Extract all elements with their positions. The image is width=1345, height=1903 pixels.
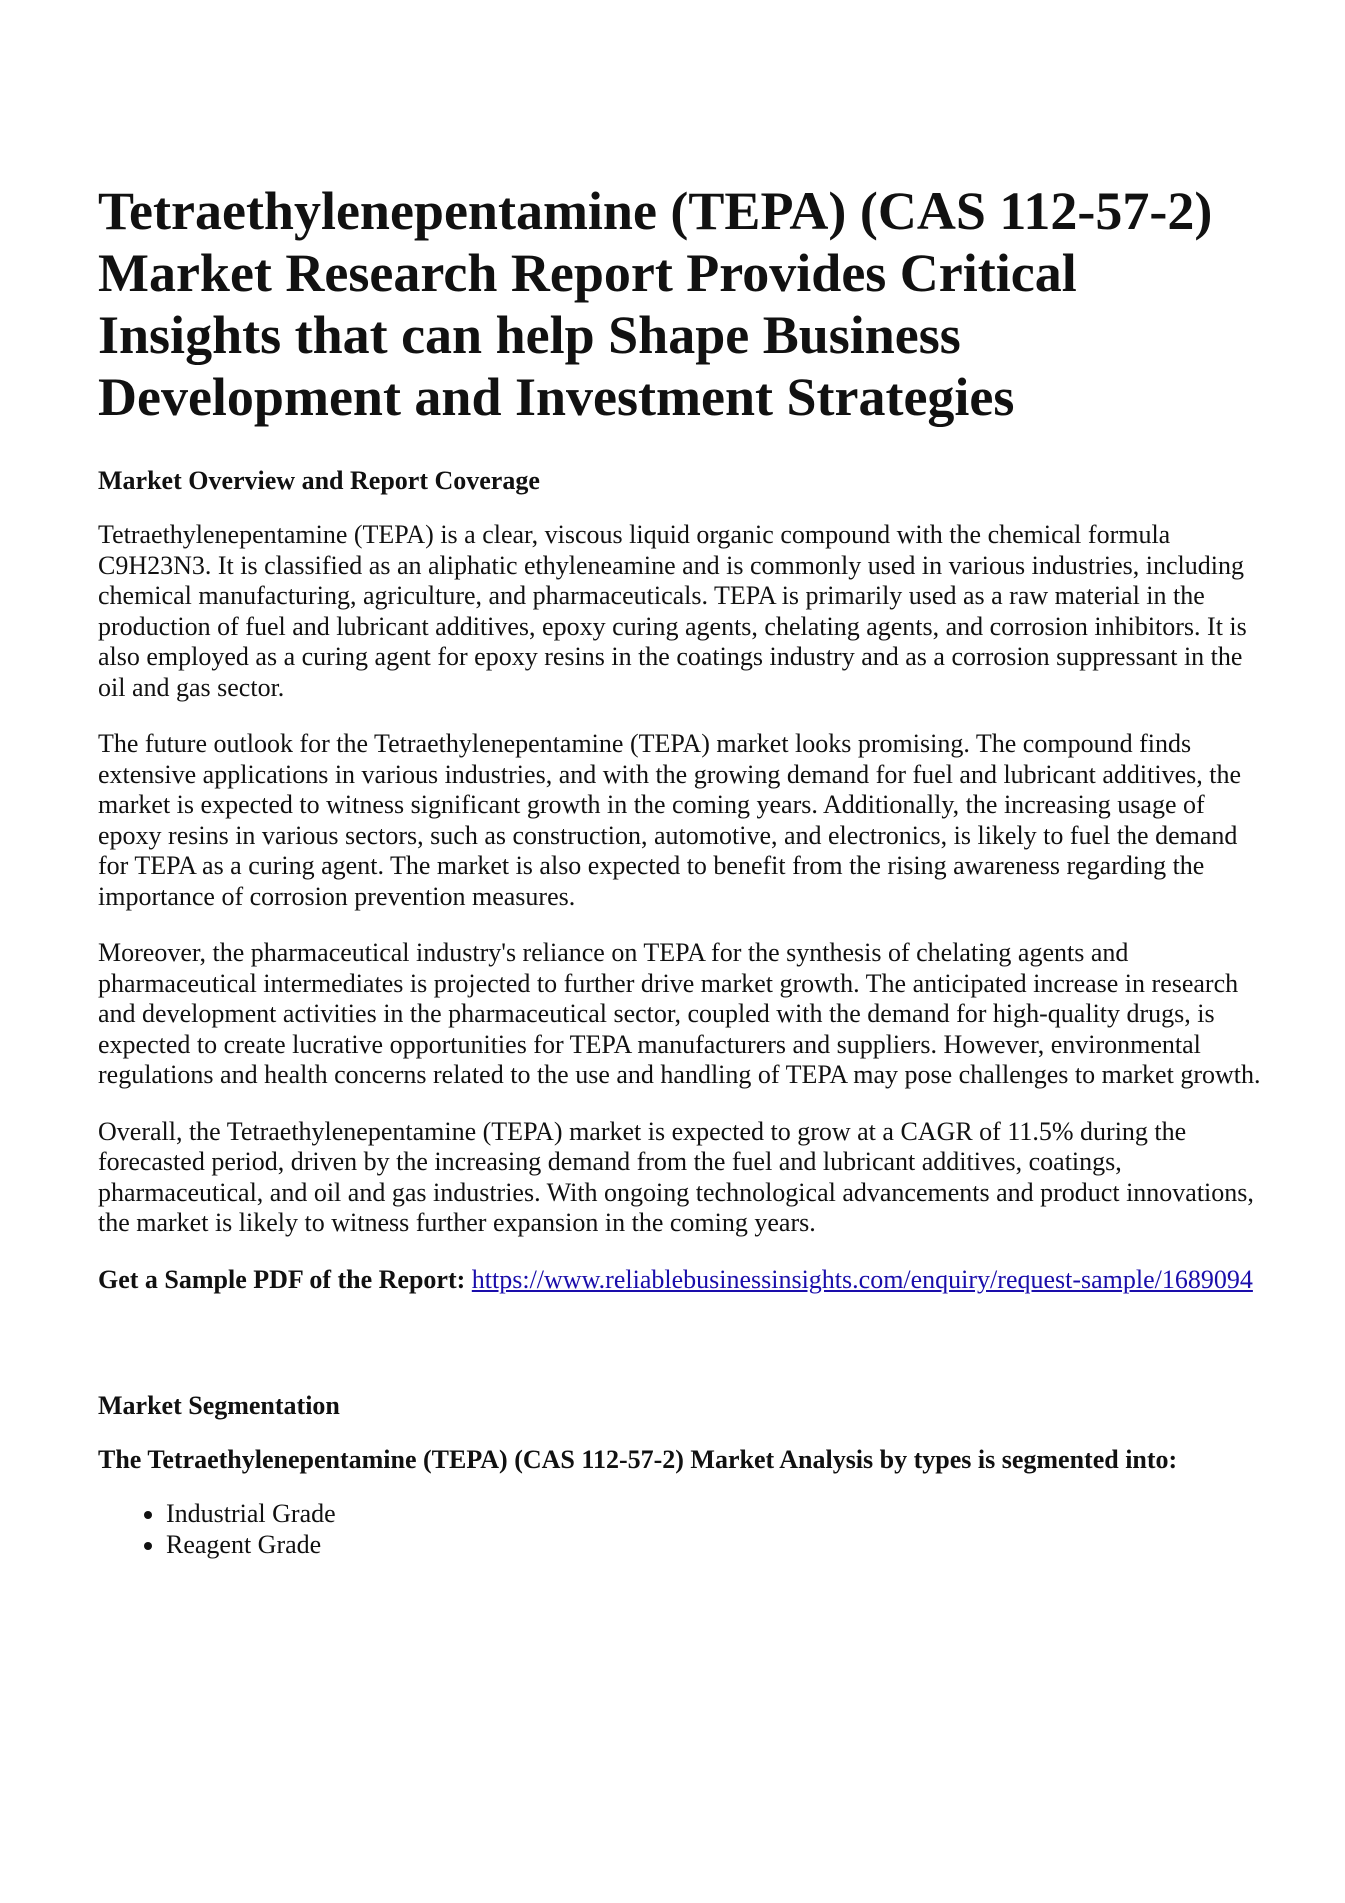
sample-pdf-line [98,1265,1268,1296]
overview-paragraph-2: The future outlook for the Tetraethylenepentamine (TEPA) market looks promising. The compound finds extensive applications in various industries, and with the growing demand for fuel and lubricant additives, the market is expected to witness significant growth in the coming years. Additionally, the increasing usage of epoxy resins in various sectors, such as construction, automotive, and electronics, is likely to fuel the demand for TEPA as a curing agent. The market is also expected to benefit from the rising awareness regarding the importance of corrosion prevention measures. [98,729,1241,911]
list-item: • Reagent Grade [166,1530,1268,1561]
sample-pdf-label: Get a Sample PDF of the Report: [98,1264,466,1294]
types-heading: The Tetraethylenepentamine (TEPA) (CAS 112-57-2) Market Analysis by types is segmented into: [98,1445,1178,1474]
segmentation-heading: Market Segmentation [98,1391,340,1420]
sample-pdf-link[interactable]: https://www.reliablebusinessinsights.com/enquiry/request-sample/1689094 [471,1264,1253,1294]
overview-heading: Market Overview and Report Coverage [98,466,540,495]
overview-paragraph-1: Tetraethylenepentamine (TEPA) is a clear, viscous liquid organic compound with the chemical formula C9H23N3. It is classified as an aliphatic ethyleneamine and is commonly used in various industries, including chemical manufacturing, agriculture, and pharmaceuticals. TEPA is primarily used as a raw material in the production of fuel and lubricant additives, epoxy curing agents, chelating agents, and corrosion inhibitors. It is also employed as a curing agent for epoxy resins in the coatings industry and as a corrosion suppressant in the oil and gas sector. [98,520,1247,702]
list-item: • Industrial Grade [166,1499,1268,1530]
document-page [98,180,1268,1560]
overview-paragraph-4: Overall, the Tetraethylenepentamine (TEPA) market is expected to grow at a CAGR of 11.5% during the forecasted period, driven by the increasing demand from the fuel and lubricant additives, coatings, pharmaceutical, and oil and gas industries. With ongoing technological advancements and product innovations, the market is likely to witness further expansion in the coming years. [98,1116,1254,1237]
overview-paragraph-3: Moreover, the pharmaceutical industry's reliance on TEPA for the synthesis of chelating agents and pharmaceutical intermediates is projected to further drive market growth. The anticipated increase in research and development activities in the pharmaceutical sector, coupled with the demand for high-quality drugs, is expected to create lucrative opportunities for TEPA manufacturers and suppliers. However, environmental regulations and health concerns related to the use and handling of TEPA may pose challenges to market growth. [98,938,1261,1089]
page-title: Tetraethylenepentamine (TEPA) (CAS 112-57-2) Market Research Report Provides Critical Insights that can help Shape Business Development and Investment Strategies [98,181,1213,427]
types-list [98,1499,1268,1560]
